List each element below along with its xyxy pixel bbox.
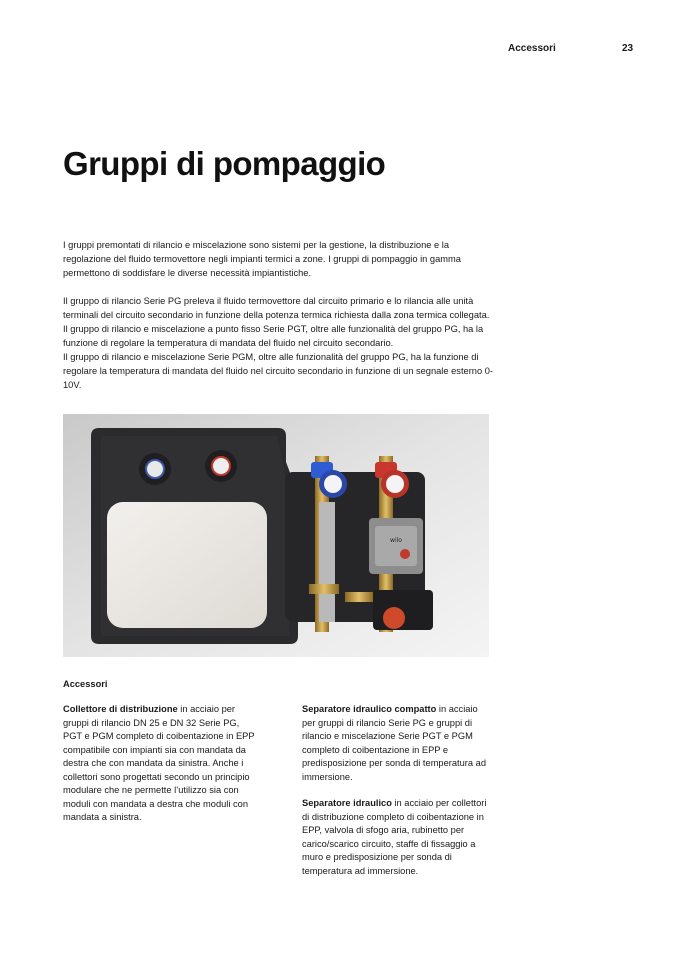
accessories-right-column bbox=[302, 703, 492, 891]
intro-paragraph: Il gruppo di rilancio e miscelazione Serie PGM, oltre alle funzionalità del gruppo PG, ha la funzione di regolare la temperatura di mandata del fluido nel circuito secondario in funzione di un segnale esterno 0-10V. bbox=[63, 352, 493, 390]
intro-paragraph: I gruppi premontati di rilancio e miscelazione sono sistemi per la gestione, la distribuzione e la regolazione del fluido termovettore negli impianti termici a zone. I gruppi di pompaggio in gamma permettono di soddisfare le diverse necessità impiantistiche. bbox=[63, 240, 461, 278]
intro-paragraph: Il gruppo di rilancio e miscelazione a punto fisso Serie PGT, oltre alle funzionalità del gruppo PG, ha la funzione di regolare la temperatura di mandata del fluido nel circuito secondario. bbox=[63, 324, 484, 348]
intro-paragraph: Il gruppo di rilancio Serie PG preleva il fluido termovettore dal circuito primario e lo rilancia alle unità terminali del circuito secondario in funzione della potenza termica richiesta dalla zona termica collegata. bbox=[63, 296, 490, 320]
accessory-item bbox=[302, 703, 492, 784]
accessory-term: Separatore idraulico bbox=[302, 798, 392, 808]
intro-text bbox=[63, 238, 493, 392]
pump-group bbox=[285, 456, 433, 632]
accessory-item bbox=[302, 797, 492, 878]
accessory-item bbox=[63, 703, 258, 825]
product-photo bbox=[63, 414, 489, 657]
page-title: Gruppi di pompaggio bbox=[63, 145, 386, 182]
accessory-term: Separatore idraulico compatto bbox=[302, 704, 437, 714]
accessory-description: in acciaio per gruppi di rilancio DN 25 e DN 32 Serie PG, PGT e PGM completo di coibentazione in EPP compatibile con impianti sia con mandata da destra che con mandata da sinistra. Anche i collettori sono progettati secondo un principio modulare che ne permette l’utilizzo sia con moduli con mandata a destra che moduli con mandata a sinistra. bbox=[63, 704, 255, 822]
insulation-cover bbox=[91, 428, 298, 644]
accessory-description: in acciaio per collettori di distribuzione completo di coibentazione in EPP, valvola di sfogo aria, rubinetto per carico/scarico circuito, staffe di fissaggio a muro e predisposizione per sonda di temperatura ad immersione. bbox=[302, 798, 487, 876]
pump-brand-label: wilo bbox=[390, 537, 402, 544]
accessories-heading: Accessori bbox=[63, 679, 108, 689]
page-number: 23 bbox=[622, 43, 634, 54]
accessory-description: in acciaio per gruppi di rilancio Serie PG e gruppi di rilancio e miscelazione Serie PGT e PGM completo di coibentazione in EPP e predisposizione per sonda di temperatura ad immersione. bbox=[302, 704, 486, 782]
accessories-left-column bbox=[63, 703, 258, 838]
header-section-title: Accessori bbox=[508, 43, 556, 54]
accessory-term: Collettore di distribuzione bbox=[63, 704, 178, 714]
